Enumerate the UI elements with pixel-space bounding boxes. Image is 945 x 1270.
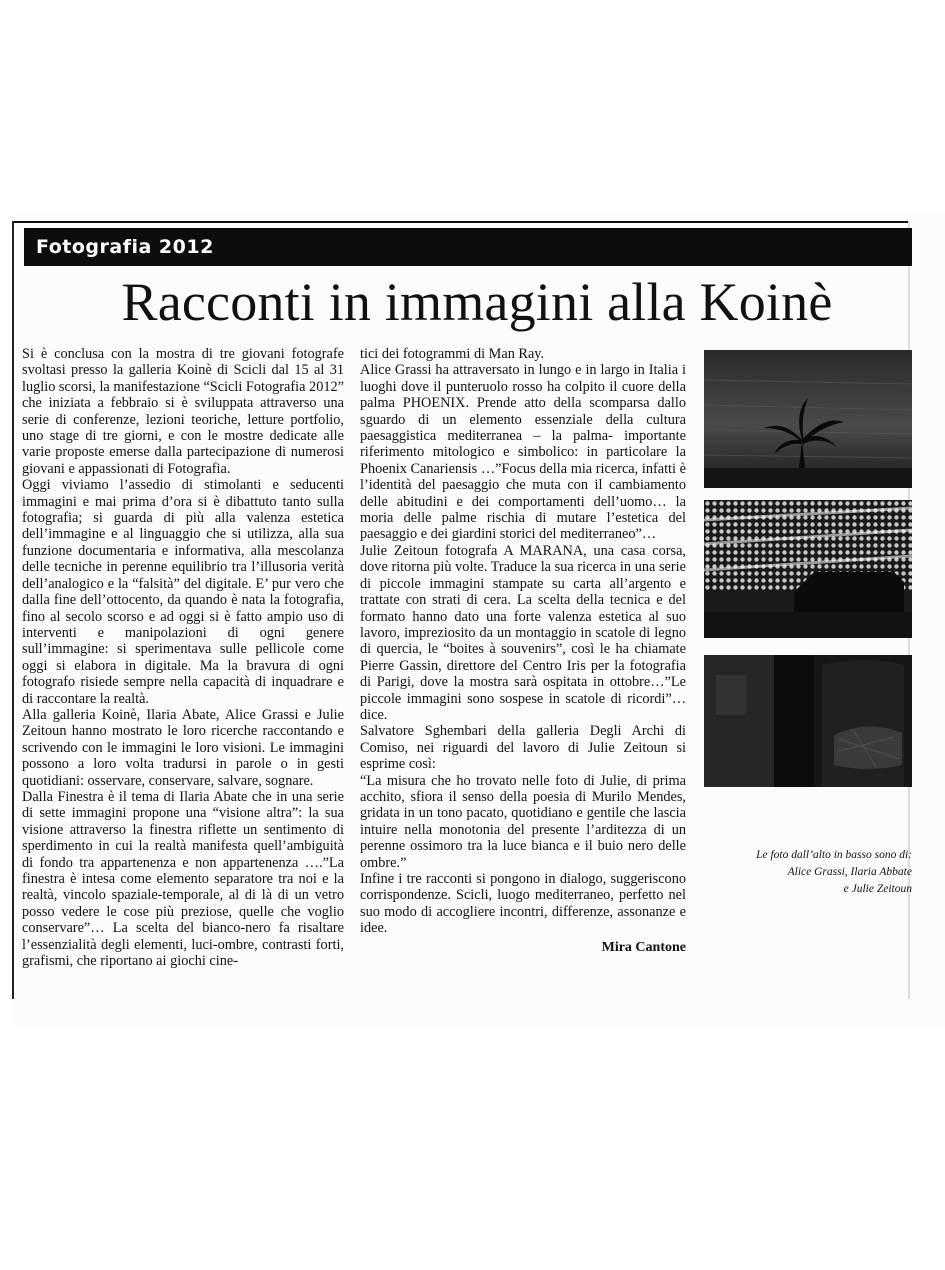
section-banner: Fotografia 2012 xyxy=(24,228,912,266)
byline: Mira Cantone xyxy=(601,939,686,955)
paragraph: Oggi viviamo l’assedio di stimolanti e seducenti immagini e mai prima d’ora si è dibattuto tanto sulla fotografia; si guarda di più alla valenza estetica dell’immagine e al linguaggio che si utilizza, alla sua funzione documentaria e informativa, alla mescolanza delle tecniche in perenne equilibrio tra l’illusoria verità dell’analogico e la “falsità” del digitale. E’ pur vero che dalla fine dell’ottocento, da quando è nata la fotografia, fino al secolo scorso e ad oggi si è fatto ampio uso di interventi e manipolazioni di ogni genere sull’immagine: si sperimentava sulle pellicole come oggi si elabora in digitale. Ma la bravura di ogni fotografo risiede sempre nella capacità di inquadrare e di raccontare la realtà. xyxy=(22,477,344,707)
paragraph: tici dei fotogrammi di Man Ray. xyxy=(360,346,545,362)
paragraph: Alla galleria Koinè, Ilaria Abate, Alice Grassi e Julie Zeitoun hanno mostrato le loro ricerche raccontando e scrivendo con le immagini le loro visioni. Le immagini possono a loro volta tradursi in parole o in gesti quotidiani: osservare, conservare, salvare, sognare. xyxy=(22,706,344,789)
left-border xyxy=(12,221,14,999)
caption-line: Le foto dall’alto in basso sono di: xyxy=(756,849,912,861)
paragraph: “La misura che ho trovato nelle foto di Julie, di prima acchito, sfiora il senso della poesia di Murilo Mendes, gridata in un tono pacato, quotidiano e gentile che lascia intuire nella monotonia del presente l’arditezza di un perenne ossimoro tra la luce bianca e il buio nero delle ombre.” xyxy=(360,772,686,871)
caption-line: Alice Grassi, Ilaria Abbate xyxy=(787,866,912,878)
paragraph: Si è conclusa con la mostra di tre giovani fotografe svoltasi presso la galleria Koinè di Scicli dal 15 al 31 luglio scorsi, la manifestazione “Scicli Fotografia 2012” che iniziata a febbraio si è sviluppata attraverso una serie di conferenze, lezioni teoriche, letture portfolio, uno stage di tre giorni, e con le mostre dedicate alle varie proposte emerse dalla partecipazione di numerosi giovani e appassionati di Fotografia. xyxy=(22,346,344,477)
paragraph: Salvatore Sghembari della galleria Degli Archi di Comiso, nei riguardi del lavoro di Julie Zeitoun si esprime così: xyxy=(360,723,686,773)
photo-chair xyxy=(704,655,912,787)
paragraph: Julie Zeitoun fotografa A MARANA, una casa corsa, dove ritorna più volte. Traduce la sua ricerca in una serie di piccole immagini stampate su carta all’argento e trattate con strati di cera. La scelta della tecnica e del formato hanno dato una forte valenza estetica al suo lavoro, impreziosito da un montaggio in scatole di legno di quercia, le “boites à souvenirs”, così le ha chiamate Pierre Gassin, direttore del Centro Iris per la fotografia di Parigi, dove la mostra sarà ospitata in ottobre…”Le piccole immagini sono sospese in scatole di ricordi”… dice. xyxy=(360,542,686,723)
photo-palm xyxy=(704,350,912,488)
headline: Racconti in immagini alla Koinè xyxy=(121,272,833,332)
top-rule xyxy=(12,221,910,223)
photo-window xyxy=(704,500,912,638)
paragraph: Infine i tre racconti si pongono in dialogo, suggeriscono corrispondenze. Scicli, luogo mediterraneo, perfetto nel suo modo di accogliere incontri, differenze, assonanze e idee. xyxy=(360,871,686,937)
text-column-1 xyxy=(22,346,344,969)
paragraph: Dalla Finestra è il tema di Ilaria Abate che in una serie di sette immagini propone una “visione altra”: la sua visione attraverso la finestra riflette un sentimento di sperdimento in cui la realtà manifesta quell’ambiguità di fondo tra appartenenza e non appartenenza ….”La finestra è intesa come elemento separatore tra noi e la realtà, vincolo spaziale-temporale, al di là di un vetro posso vedere le cose più preziose, quelle che voglio conservare”… La scelta del bianco-nero fa risaltare l’essenzialità degli elementi, luci-ombre, contrasti forti, grafismi, che riportano ai giochi cine- xyxy=(22,788,344,970)
caption-line: e Julie Zeitoun xyxy=(843,883,912,895)
paragraph: Alice Grassi ha attraversato in lungo e in largo in Italia i luoghi dove il punteruolo rosso ha colpito il cuore della palma PHOENIX. Prende atto della scomparsa dallo sguardo di un elemento essenziale della cultura paesaggistica mediterranea – la palma- importante riferimento mitologico e simbolico: in particolare la Phoenix Canariensis …”Focus della mia ricerca, infatti è l’identità del paesaggio che muta con il cambiamento delle abitudini e dei comportamenti dell’uomo… la moria delle palme rischia di mutare l’estetica del paesaggio e dei giardini storici del mediterraneo”… xyxy=(360,362,686,543)
photo-caption xyxy=(712,847,912,898)
newspaper-clipping xyxy=(12,215,945,1025)
text-column-2 xyxy=(360,346,686,956)
